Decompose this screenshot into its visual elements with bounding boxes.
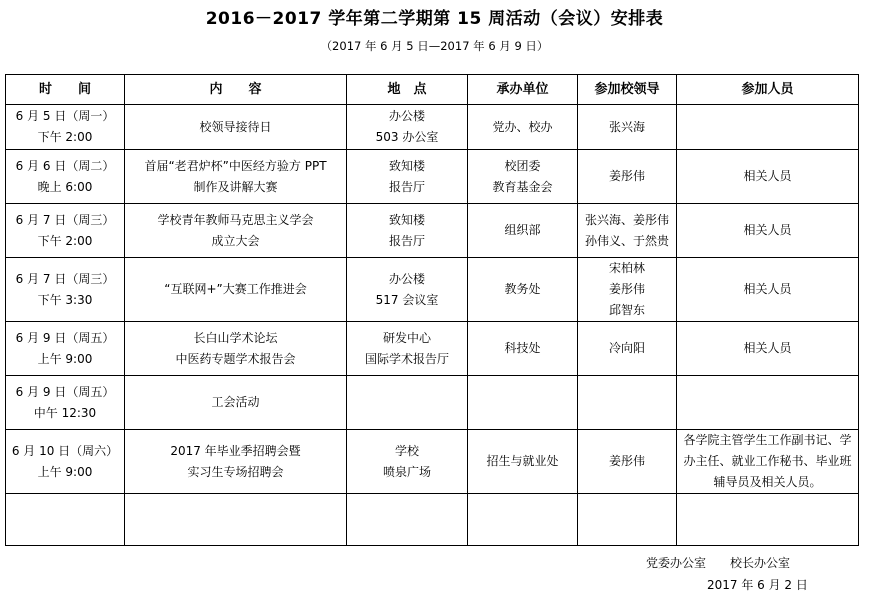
time-cell-text: 6 月 6 日（周二） bbox=[15, 158, 115, 173]
place-cell-text: 办公楼 bbox=[388, 109, 425, 123]
leaders-cell bbox=[578, 258, 677, 322]
organizer-cell-text: 招生与就业处 bbox=[486, 454, 559, 468]
leaders-cell-text: 孙伟义、于然贵 bbox=[584, 233, 669, 248]
table-row bbox=[6, 494, 859, 546]
leaders-cell-text: 冷向阳 bbox=[608, 341, 645, 355]
place-cell-text: 喷泉广场 bbox=[382, 464, 431, 479]
place-cell-text: 致知楼 bbox=[388, 158, 425, 173]
participants-cell bbox=[677, 322, 859, 376]
participants-cell-text: 相关人员 bbox=[743, 341, 792, 355]
content-cell bbox=[125, 150, 347, 204]
leaders-cell-text: 姜彤伟 bbox=[608, 169, 645, 183]
time-cell-text: 晚上 6:00 bbox=[37, 179, 93, 194]
time-cell-text: 6 月 7 日（周三） bbox=[15, 212, 115, 227]
table-row bbox=[6, 322, 859, 376]
leaders-cell-text: 姜彤伟 bbox=[608, 282, 645, 296]
header-place: 地 点 bbox=[347, 75, 468, 105]
place-cell bbox=[347, 322, 468, 376]
time-cell-text: 6 月 9 日（周五） bbox=[15, 384, 115, 399]
content-cell-text: 长白山学术论坛 bbox=[193, 330, 278, 345]
leaders-cell bbox=[578, 376, 677, 430]
place-cell-text: 503 办公室 bbox=[375, 130, 439, 144]
place-cell bbox=[347, 150, 468, 204]
content-cell-text: 首届“老君炉杯”中医经方验方 PPT bbox=[144, 158, 327, 173]
participants-cell bbox=[677, 494, 859, 546]
leaders-cell bbox=[578, 430, 677, 494]
place-cell bbox=[347, 258, 468, 322]
leaders-cell bbox=[578, 204, 677, 258]
content-cell bbox=[125, 322, 347, 376]
time-cell bbox=[6, 376, 125, 430]
organizer-cell bbox=[468, 494, 578, 546]
time-cell bbox=[6, 430, 125, 494]
content-cell-text: 制作及讲解大赛 bbox=[193, 179, 278, 194]
place-cell bbox=[347, 376, 468, 430]
content-cell-text: 2017 年毕业季招聘会暨 bbox=[170, 443, 301, 458]
content-cell bbox=[125, 376, 347, 430]
content-cell bbox=[125, 105, 347, 150]
header-participants: 参加人员 bbox=[677, 75, 859, 105]
organizer-cell bbox=[468, 150, 578, 204]
organizer-cell bbox=[468, 258, 578, 322]
table-row bbox=[6, 376, 859, 430]
header-leaders: 参加校领导 bbox=[578, 75, 677, 105]
leaders-cell-text: 宋柏林 bbox=[608, 261, 645, 275]
participants-cell bbox=[677, 204, 859, 258]
page-title: 2016－2017 学年第二学期第 15 周活动（会议）安排表 bbox=[205, 9, 664, 29]
content-cell-text: 实习生专场招聘会 bbox=[187, 464, 284, 479]
time-cell-text: 6 月 10 日（周六） bbox=[11, 443, 119, 458]
content-cell-text: 成立大会 bbox=[211, 233, 260, 248]
place-cell-text: 研发中心 bbox=[382, 330, 431, 345]
place-cell-text: 517 会议室 bbox=[375, 292, 439, 307]
place-cell-text: 致知楼 bbox=[388, 212, 425, 227]
time-cell-text: 下午 2:00 bbox=[37, 233, 93, 248]
participants-cell-text: 相关人员 bbox=[743, 223, 792, 237]
header-organizer: 承办单位 bbox=[468, 75, 578, 105]
time-cell-text: 6 月 5 日（周一） bbox=[15, 109, 115, 123]
place-cell-text: 报告厅 bbox=[388, 233, 425, 248]
place-cell bbox=[347, 430, 468, 494]
place-cell-text: 国际学术报告厅 bbox=[364, 351, 449, 366]
time-cell-text: 6 月 7 日（周三） bbox=[15, 271, 115, 286]
time-cell bbox=[6, 150, 125, 204]
organizer-cell bbox=[468, 322, 578, 376]
time-cell-text: 上午 9:00 bbox=[37, 464, 93, 479]
time-cell-text: 下午 2:00 bbox=[37, 130, 93, 144]
issuing-offices: 党委办公室 校长办公室 bbox=[646, 556, 791, 570]
participants-cell bbox=[677, 150, 859, 204]
participants-cell bbox=[677, 430, 859, 494]
leaders-cell bbox=[578, 494, 677, 546]
header-content: 内 容 bbox=[125, 75, 347, 105]
time-cell bbox=[6, 204, 125, 258]
time-cell bbox=[6, 258, 125, 322]
organizer-cell-text: 校团委 bbox=[504, 158, 541, 173]
time-cell-text: 6 月 9 日（周五） bbox=[15, 330, 115, 345]
header-time: 时 间 bbox=[6, 75, 125, 105]
table-row bbox=[6, 258, 859, 322]
place-cell-text: 学校 bbox=[394, 443, 419, 458]
leaders-cell-text: 张兴海、姜彤伟 bbox=[584, 212, 669, 227]
table-row bbox=[6, 430, 859, 494]
time-cell bbox=[6, 105, 125, 150]
place-cell-text: 报告厅 bbox=[388, 179, 425, 194]
participants-cell-text: 各学院主管学生工作副书记、学办主任、就业工作秘书、毕业班辅导员及相关人员。 bbox=[683, 433, 852, 489]
table-row bbox=[6, 105, 859, 150]
content-cell bbox=[125, 258, 347, 322]
organizer-cell-text: 组织部 bbox=[504, 223, 541, 237]
content-cell-text: 校领导接待日 bbox=[199, 119, 272, 134]
content-cell-text: “互联网+”大赛工作推进会 bbox=[164, 282, 307, 296]
place-cell-text: 办公楼 bbox=[388, 271, 425, 286]
content-cell bbox=[125, 204, 347, 258]
time-cell-text: 下午 3:30 bbox=[37, 292, 93, 307]
table-row bbox=[6, 150, 859, 204]
content-cell bbox=[125, 494, 347, 546]
organizer-cell-text: 党办、校办 bbox=[492, 119, 553, 134]
leaders-cell-text: 邱智东 bbox=[608, 303, 645, 317]
place-cell bbox=[347, 204, 468, 258]
place-cell bbox=[347, 494, 468, 546]
schedule-table bbox=[5, 74, 859, 546]
leaders-cell bbox=[578, 105, 677, 150]
participants-cell-text: 相关人员 bbox=[743, 282, 792, 296]
time-cell-text: 中午 12:30 bbox=[33, 405, 97, 420]
time-cell bbox=[6, 494, 125, 546]
place-cell bbox=[347, 105, 468, 150]
organizer-cell-text: 教务处 bbox=[504, 282, 541, 296]
participants-cell bbox=[677, 376, 859, 430]
table-row bbox=[6, 204, 859, 258]
organizer-cell bbox=[468, 204, 578, 258]
content-cell bbox=[125, 430, 347, 494]
content-cell-text: 工会活动 bbox=[211, 395, 260, 409]
issue-date: 2017 年 6 月 2 日 bbox=[707, 578, 808, 592]
time-cell-text: 上午 9:00 bbox=[37, 351, 93, 366]
participants-cell-text: 相关人员 bbox=[743, 169, 792, 183]
organizer-cell bbox=[468, 430, 578, 494]
time-cell bbox=[6, 322, 125, 376]
header-row bbox=[6, 75, 859, 105]
leaders-cell-text: 姜彤伟 bbox=[608, 454, 645, 468]
organizer-cell-text: 科技处 bbox=[504, 341, 541, 355]
content-cell-text: 中医药专题学术报告会 bbox=[175, 351, 296, 366]
leaders-cell bbox=[578, 150, 677, 204]
date-range-subtitle: （2017 年 6 月 5 日—2017 年 6 月 9 日） bbox=[320, 39, 549, 53]
leaders-cell bbox=[578, 322, 677, 376]
participants-cell bbox=[677, 105, 859, 150]
participants-cell bbox=[677, 258, 859, 322]
organizer-cell bbox=[468, 376, 578, 430]
organizer-cell bbox=[468, 105, 578, 150]
organizer-cell-text: 教育基金会 bbox=[492, 179, 553, 194]
leaders-cell-text: 张兴海 bbox=[608, 119, 645, 134]
content-cell-text: 学校青年教师马克思主义学会 bbox=[157, 212, 314, 227]
